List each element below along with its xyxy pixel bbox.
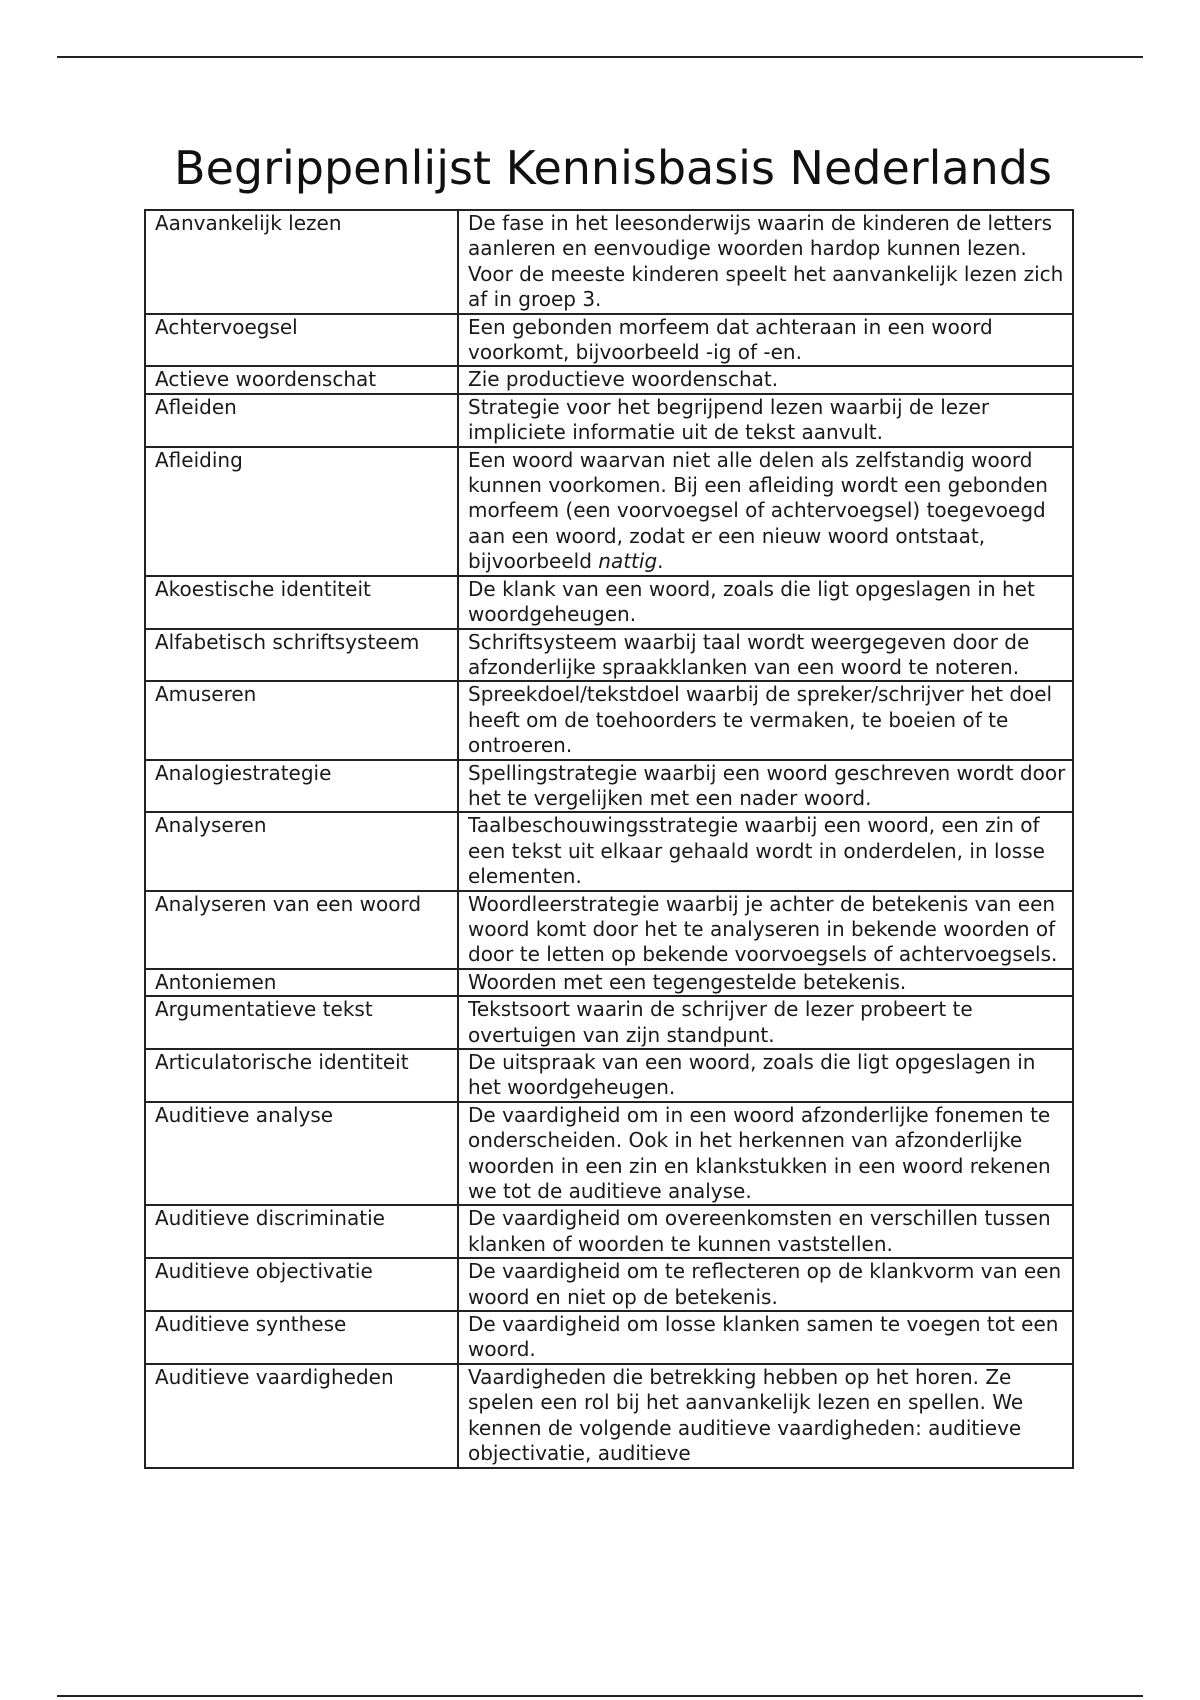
term-cell: Auditieve analyse	[145, 1102, 458, 1206]
table-row	[145, 1102, 1073, 1206]
term-cell: Auditieve vaardigheden	[145, 1364, 458, 1468]
table-row	[145, 447, 1073, 576]
header-rule	[57, 56, 1143, 58]
definition-cell: Een gebonden morfeem dat achteraan in een woord voorkomt, bijvoorbeeld -ig of -en.	[458, 314, 1073, 367]
table-row	[145, 1049, 1073, 1102]
definition-text: Een woord waarvan niet alle delen als zelfstandig woord kunnen voorkomen. Bij een afleiding wordt een gebonden morfeem (een voorvoegsel of achtervoegsel) toegevoegd aan een woord, zodat er een nieuw woord ontstaat, bijvoorbeeld	[468, 447, 1048, 574]
term-cell: Aanvankelijk lezen	[145, 210, 458, 314]
definition-cell: Tekstsoort waarin de schrijver de lezer probeert te overtuigen van zijn standpunt.	[458, 996, 1073, 1049]
term-cell: Antoniemen	[145, 969, 458, 996]
table-row	[145, 760, 1073, 813]
term-cell: Achtervoegsel	[145, 314, 458, 367]
term-cell: Articulatorische identiteit	[145, 1049, 458, 1102]
definition-cell: De vaardigheid om te reflecteren op de klankvorm van een woord en niet op de betekenis.	[458, 1258, 1073, 1311]
definition-cell: De fase in het leesonderwijs waarin de kinderen de letters aanleren en eenvoudige woorden hardop kunnen lezen. Voor de meeste kinderen speelt het aanvankelijk lezen zich af in groep 3.	[458, 210, 1073, 314]
definition-cell: Schriftsysteem waarbij taal wordt weergegeven door de afzonderlijke spraakklanken van een woord te noteren.	[458, 629, 1073, 682]
definition-cell	[458, 447, 1073, 576]
term-cell: Auditieve objectivatie	[145, 1258, 458, 1311]
page-title: Begrippenlijst Kennisbasis Nederlands	[174, 141, 1052, 195]
table-row	[145, 1364, 1073, 1468]
definition-cell: Spreekdoel/tekstdoel waarbij de spreker/schrijver het doel heeft om de toehoorders te vermaken, te boeien of te ontroeren.	[458, 681, 1073, 759]
term-cell: Auditieve synthese	[145, 1311, 458, 1364]
definition-cell: De vaardigheid om in een woord afzonderlijke fonemen te onderscheiden. Ook in het herkennen van afzonderlijke woorden in een zin en klankstukken in een woord rekenen we tot de auditieve analyse.	[458, 1102, 1073, 1206]
table-row	[145, 681, 1073, 759]
term-cell: Alfabetisch schriftsysteem	[145, 629, 458, 682]
definition-emphasis: nattig	[598, 549, 658, 574]
term-cell: Amuseren	[145, 681, 458, 759]
table-row	[145, 969, 1073, 996]
definition-cell: De klank van een woord, zoals die ligt opgeslagen in het woordgeheugen.	[458, 576, 1073, 629]
term-cell: Afleiden	[145, 394, 458, 447]
table-row	[145, 314, 1073, 367]
term-cell: Actieve woordenschat	[145, 366, 458, 393]
table-row	[145, 394, 1073, 447]
glossary-table	[144, 209, 1074, 1469]
definition-cell: Vaardigheden die betrekking hebben op het horen. Ze spelen een rol bij het aanvankelijk lezen en spellen. We kennen de volgende auditieve vaardigheden: auditieve objectivatie, auditieve	[458, 1364, 1073, 1468]
table-row	[145, 891, 1073, 969]
table-row	[145, 576, 1073, 629]
term-cell: Afleiding	[145, 447, 458, 576]
definition-cell: Woordleerstrategie waarbij je achter de betekenis van een woord komt door het te analyseren in bekende woorden of door te letten op bekende voorvoegsels of achtervoegsels.	[458, 891, 1073, 969]
definition-end: .	[657, 549, 664, 574]
table-row	[145, 996, 1073, 1049]
term-cell: Argumentatieve tekst	[145, 996, 458, 1049]
definition-cell: Zie productieve woordenschat.	[458, 366, 1073, 393]
definition-cell: De vaardigheid om overeenkomsten en verschillen tussen klanken of woorden te kunnen vaststellen.	[458, 1205, 1073, 1258]
table-row	[145, 1311, 1073, 1364]
term-cell: Analogiestrategie	[145, 760, 458, 813]
term-cell: Analyseren van een woord	[145, 891, 458, 969]
definition-cell: De uitspraak van een woord, zoals die ligt opgeslagen in het woordgeheugen.	[458, 1049, 1073, 1102]
table-row	[145, 629, 1073, 682]
term-cell: Analyseren	[145, 812, 458, 890]
term-cell: Auditieve discriminatie	[145, 1205, 458, 1258]
table-row	[145, 1205, 1073, 1258]
table-row	[145, 1258, 1073, 1311]
definition-cell: De vaardigheid om losse klanken samen te voegen tot een woord.	[458, 1311, 1073, 1364]
term-cell: Akoestische identiteit	[145, 576, 458, 629]
table-row	[145, 366, 1073, 393]
definition-cell: Taalbeschouwingsstrategie waarbij een woord, een zin of een tekst uit elkaar gehaald wordt in onderdelen, in losse elementen.	[458, 812, 1073, 890]
definition-cell: Strategie voor het begrijpend lezen waarbij de lezer impliciete informatie uit de tekst aanvult.	[458, 394, 1073, 447]
definition-cell: Woorden met een tegengestelde betekenis.	[458, 969, 1073, 996]
table-row	[145, 812, 1073, 890]
footer-rule	[57, 1695, 1143, 1697]
definition-cell: Spellingstrategie waarbij een woord geschreven wordt door het te vergelijken met een nader woord.	[458, 760, 1073, 813]
table-row	[145, 210, 1073, 314]
